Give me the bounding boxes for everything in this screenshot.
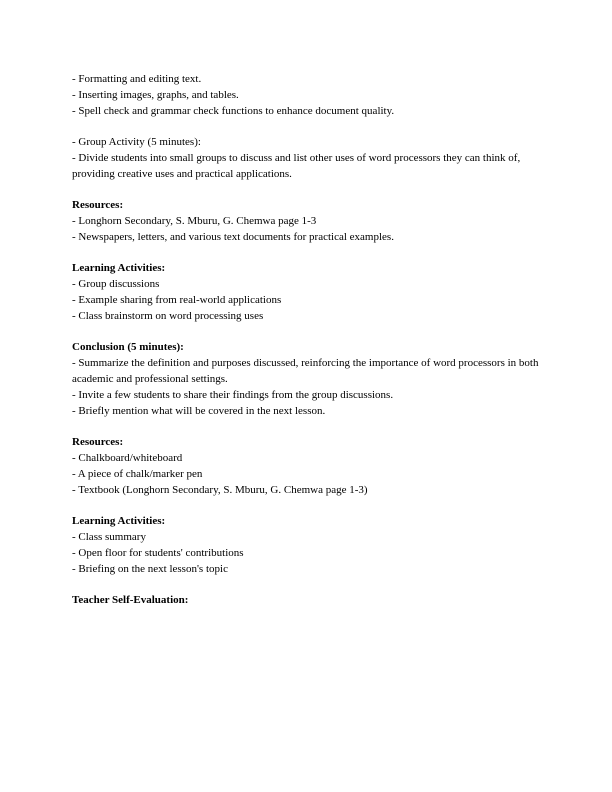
- list-item: - Longhorn Secondary, S. Mburu, G. Chemwa page 1-3: [72, 215, 317, 227]
- spacer: [72, 324, 542, 339]
- list-item: - Class brainstorm on word processing uses: [72, 310, 264, 322]
- list-item: - Invite a few students to share their findings from the group discussions.: [72, 389, 394, 401]
- list-item: - Group discussions: [72, 278, 160, 290]
- spacer: [72, 498, 542, 513]
- list-item: - Newspapers, letters, and various text documents for practical examples.: [72, 231, 394, 243]
- spacer: [72, 182, 542, 197]
- section-heading: Learning Activities:: [72, 262, 166, 274]
- list-item: - A piece of chalk/marker pen: [72, 468, 203, 480]
- section-heading: Conclusion (5 minutes):: [72, 341, 184, 353]
- list-item: - Chalkboard/whiteboard: [72, 452, 183, 464]
- list-item: - Inserting images, graphs, and tables.: [72, 89, 239, 101]
- teacher-self-evaluation-section: [72, 592, 542, 608]
- group-activity-section: [72, 134, 542, 182]
- list-item: - Divide students into small groups to discuss and list other uses of word processors they can think of, providing creative uses and practical applications.: [72, 152, 521, 180]
- list-item: - Example sharing from real-world applications: [72, 294, 282, 306]
- intro-list: [72, 71, 542, 119]
- section-heading: Resources:: [72, 199, 124, 211]
- list-item: - Summarize the definition and purposes discussed, reinforcing the importance of word processors in both academic and professional settings.: [72, 357, 539, 385]
- list-item: - Group Activity (5 minutes):: [72, 136, 201, 148]
- spacer: [72, 419, 542, 434]
- list-item: - Briefly mention what will be covered in the next lesson.: [72, 405, 326, 417]
- spacer: [72, 245, 542, 260]
- section-heading: Teacher Self-Evaluation:: [72, 594, 189, 606]
- resources-section-1: [72, 197, 542, 245]
- resources-section-2: [72, 434, 542, 498]
- spacer: [72, 577, 542, 592]
- list-item: - Briefing on the next lesson's topic: [72, 563, 228, 575]
- list-item: - Spell check and grammar check functions to enhance document quality.: [72, 105, 395, 117]
- spacer: [72, 119, 542, 134]
- section-heading: Learning Activities:: [72, 515, 166, 527]
- list-item: - Class summary: [72, 531, 146, 543]
- list-item: - Textbook (Longhorn Secondary, S. Mburu, G. Chemwa page 1-3): [72, 484, 368, 496]
- conclusion-section: [72, 339, 542, 419]
- list-item: - Open floor for students' contributions: [72, 547, 244, 559]
- section-heading: Resources:: [72, 436, 124, 448]
- document-page: [72, 71, 542, 608]
- learning-activities-section-1: [72, 260, 542, 324]
- list-item: - Formatting and editing text.: [72, 73, 202, 85]
- learning-activities-section-2: [72, 513, 542, 577]
